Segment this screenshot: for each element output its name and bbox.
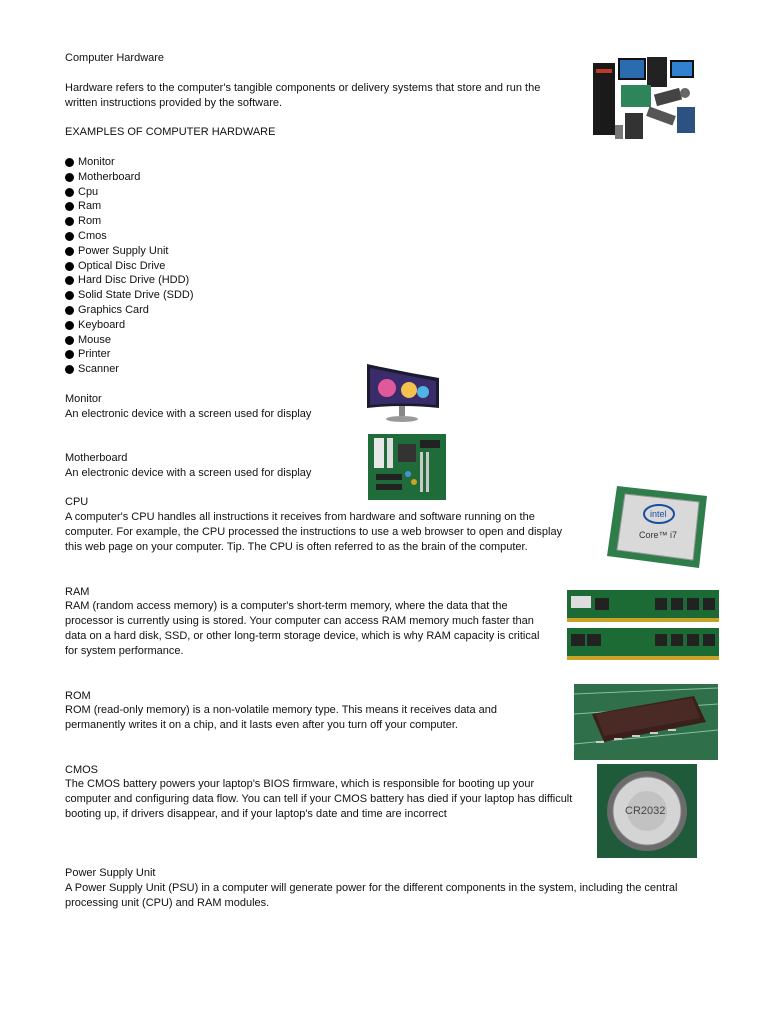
section-text-cpu: A computer's CPU handles all instructions it receives from hardware and software running on the computer. For example, the CPU processed the instructions to use a web browser to open and display this web page on your computer. Tip. The CPU is often referred to as the brain of the computer.: [65, 511, 563, 553]
intro-paragraph: Hardware refers to the computer's tangible components or delivery systems that store and run the written instructions provided by the software.: [65, 82, 541, 109]
motherboard-image: [368, 434, 446, 500]
bullet-icon: [65, 158, 74, 167]
section-text-ram: RAM (random access memory) is a computer's short-term memory, where the data that the processor is currently using is stored. Your computer can access RAM memory much faster than data on a hard disk, SSD, or other long-term storage device, which is why RAM capacity is critical for system performance.: [65, 600, 540, 657]
ram-image: [565, 588, 721, 664]
list-item: Printer: [65, 347, 194, 362]
list-item: Rom: [65, 214, 194, 229]
page-title: Computer Hardware: [65, 52, 165, 64]
list-item: Cmos: [65, 229, 194, 244]
bullet-icon: [65, 276, 74, 285]
cpu-image: [603, 480, 713, 572]
bullet-icon: [65, 188, 74, 197]
examples-heading: EXAMPLES OF COMPUTER HARDWARE: [65, 126, 276, 138]
list-item: Optical Disc Drive: [65, 259, 194, 274]
section-text-rom: ROM (read-only memory) is a non-volatile memory type. This means it receives data and permanently writes it on a chip, and it lasts even after you turn off your computer.: [65, 704, 498, 731]
section-heading-cpu: CPU: [65, 496, 89, 508]
bullet-icon: [65, 306, 74, 315]
section-text-motherboard: An electronic device with a screen used for display: [65, 467, 312, 479]
list-item: Motherboard: [65, 170, 194, 185]
cmos-battery-image: [597, 764, 697, 858]
cpu-brand-label: intel: [650, 509, 667, 519]
bullet-icon: [65, 336, 74, 345]
list-item: Hard Disc Drive (HDD): [65, 273, 194, 288]
section-heading-psu: Power Supply Unit: [65, 867, 156, 879]
cmos-battery-label: CR2032: [625, 805, 666, 817]
bullet-icon: [65, 321, 74, 330]
cpu-model-label: Core™ i7: [639, 530, 678, 540]
bullet-icon: [65, 291, 74, 300]
bullet-icon: [65, 350, 74, 359]
section-text-monitor: An electronic device with a screen used for display: [65, 408, 312, 420]
list-item: Power Supply Unit: [65, 244, 194, 259]
list-item: Cpu: [65, 185, 194, 200]
bullet-icon: [65, 262, 74, 271]
bullet-icon: [65, 232, 74, 241]
section-text-psu: A Power Supply Unit (PSU) in a computer will generate power for the different components in the system, including the central processing unit (CPU) and RAM modules.: [65, 882, 678, 909]
bullet-icon: [65, 365, 74, 374]
hardware-collage-image: [585, 55, 703, 143]
section-heading-ram: RAM: [65, 586, 90, 598]
bullet-icon: [65, 173, 74, 182]
bullet-icon: [65, 202, 74, 211]
examples-list: [65, 155, 194, 377]
bullet-icon: [65, 247, 74, 256]
section-text-cmos: The CMOS battery powers your laptop's BIOS firmware, which is responsible for booting up your computer and configuring data flow. You can tell if your CMOS battery has died if your laptop has difficult booting up, if drivers disappear, and if your laptop's date and time are incorrect: [65, 778, 573, 820]
list-item: Solid State Drive (SDD): [65, 288, 194, 303]
section-heading-cmos: CMOS: [65, 764, 98, 776]
list-item: Monitor: [65, 155, 194, 170]
list-item: Graphics Card: [65, 303, 194, 318]
list-item: Mouse: [65, 333, 194, 348]
monitor-image: [365, 362, 441, 424]
list-item: Keyboard: [65, 318, 194, 333]
list-item: Scanner: [65, 362, 194, 377]
list-item: Ram: [65, 199, 194, 214]
rom-image: [574, 684, 718, 760]
bullet-icon: [65, 217, 74, 226]
section-heading-motherboard: Motherboard: [65, 452, 128, 464]
section-heading-rom: ROM: [65, 690, 91, 702]
section-heading-monitor: Monitor: [65, 393, 102, 405]
